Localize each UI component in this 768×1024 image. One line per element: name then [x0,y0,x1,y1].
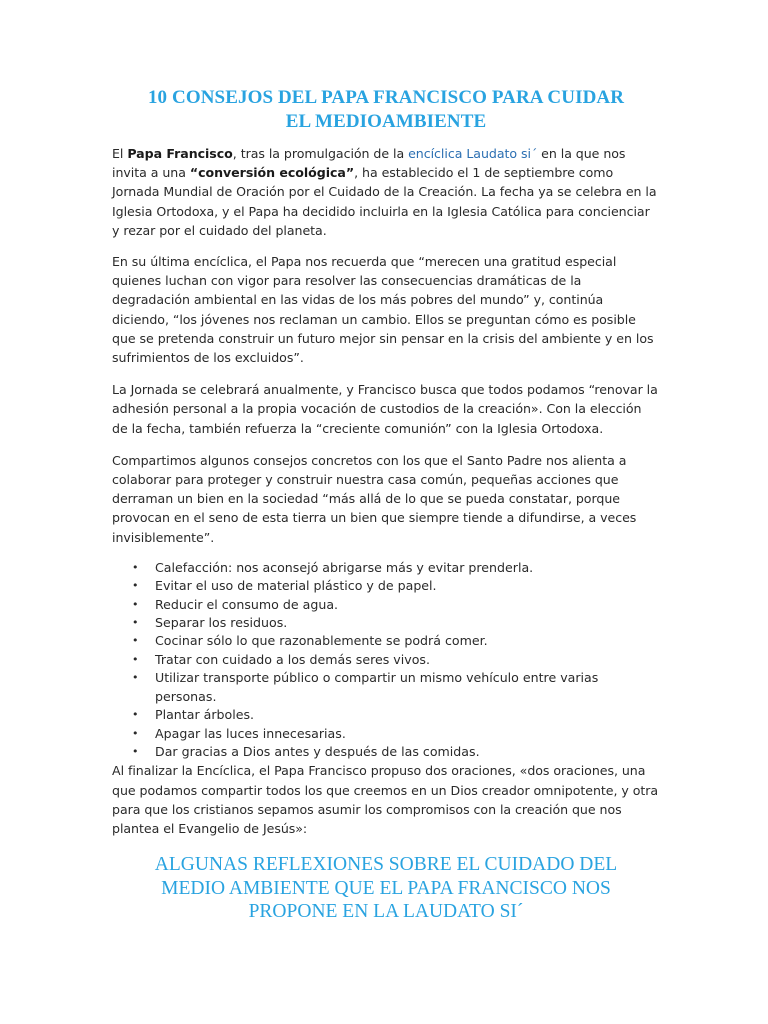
bullet-icon: • [132,579,139,593]
bullet-icon: • [132,726,139,740]
jornada-paragraph: La Jornada se celebrará anualmente, y Francisco busca que todos podamos “renovar la adhesión personal a la propia vocación de custodios de la creación». Con la elección de la fecha, también refuerza la “creciente comunión” con la Iglesia Ortodoxa. [112,382,658,436]
list-item-text: Tratar con cuidado a los demás seres vivos. [155,651,430,667]
list-item-text: Cocinar sólo lo que razonablemente se podrá comer. [155,633,488,649]
subtitle-line-1: ALGUNAS REFLEXIONES SOBRE EL CUIDADO DEL [154,854,618,876]
oraciones-paragraph: Al finalizar la Encíclica, el Papa Francisco propuso dos oraciones, «dos oraciones, una que podamos compartir todos los que creemos en un Dios creador omnipotente, y otra para que los cristianos sepamos asumir los compromisos con la creación que nos plantea el Evangelio de Jesús»: [112,763,659,836]
subtitle-line-3: PROPONE EN LA LAUDATO SI´ [248,901,524,923]
list-item [112,614,660,632]
list-item [112,743,660,761]
consejos-paragraph: Compartimos algunos consejos concretos con los que el Santo Padre nos alienta a colaborar para proteger y construir nuestra casa común, pequeñas acciones que derraman un bien en la sociedad “más allá de lo que se pueda constatar, porque provocan en el seno de esta tierra un bien que siempre tiende a difundirse, a veces invisiblemente”. [112,452,637,545]
section-subtitle [112,853,660,924]
title-line-1: 10 CONSEJOS DEL PAPA FRANCISCO PARA CUIDAR [147,87,625,108]
subtitle-line-2: MEDIO AMBIENTE QUE EL PAPA FRANCISCO NOS [161,877,611,899]
tips-list [112,559,660,761]
list-item [112,651,660,669]
intro-bold-papa: Papa Francisco [127,146,233,161]
document-title [112,86,660,134]
title-line-2: EL MEDIOAMBIENTE [285,111,487,132]
list-item-text: Separar los residuos. [155,615,288,631]
laudato-si-link[interactable]: encíclica Laudato si´ [408,146,538,161]
bullet-icon: • [132,744,139,758]
bullet-icon: • [132,708,139,722]
bullet-icon: • [132,597,139,611]
list-item-text: Utilizar transporte público o compartir un mismo vehículo entre varias personas. [155,670,599,704]
bullet-icon: • [132,560,139,574]
intro-text-3: en la que nos invita a una [112,146,626,181]
list-item-text: Evitar el uso de material plástico y de papel. [155,578,437,594]
list-item-text: Calefacción: nos aconsejó abrigarse más y evitar prenderla. [155,559,534,575]
list-item [112,559,660,577]
intro-text-2: , tras la promulgación de la [232,146,409,161]
list-item [112,706,660,724]
intro-bold-conversion: “conversión ecológica” [189,165,355,181]
bullet-icon: • [132,671,139,685]
bullet-icon: • [132,652,139,666]
bullet-icon: • [132,616,139,630]
list-item [112,669,660,706]
list-item-text: Plantar árboles. [155,707,255,723]
list-item [112,577,660,595]
list-item [112,632,660,650]
intro-text-1: El [112,146,128,161]
encyclical-paragraph: En su última encíclica, el Papa nos recuerda que “merecen una gratitud especial quienes luchan con vigor para resolver las consecuencias dramáticas de la degradación ambiental en las vidas de los más pobres del mundo” y, continúa diciendo, “los jóvenes nos reclaman un cambio. Ellos se preguntan cómo es posible que se pretenda construir un futuro mejor sin pensar en la crisis del ambiente y en los sufrimientos de los excluidos”. [112,254,654,366]
list-item [112,596,660,614]
intro-paragraph [112,144,660,240]
list-item-text: Dar gracias a Dios antes y después de las comidas. [155,743,480,759]
list-item-text: Reducir el consumo de agua. [155,596,339,612]
list-item [112,725,660,743]
document-page [112,0,660,924]
bullet-icon: • [132,634,139,648]
intro-text-4: , ha establecido el 1 de septiembre como Jornada Mundial de Oración por el Cuidado de la Creación. La fecha ya se celebra en la Iglesia Ortodoxa, y el Papa ha decidido incluirla en la Iglesia Católica para concienciar y rezar por el cuidado del planeta. [112,165,657,238]
list-item-text: Apagar las luces innecesarias. [155,725,346,741]
